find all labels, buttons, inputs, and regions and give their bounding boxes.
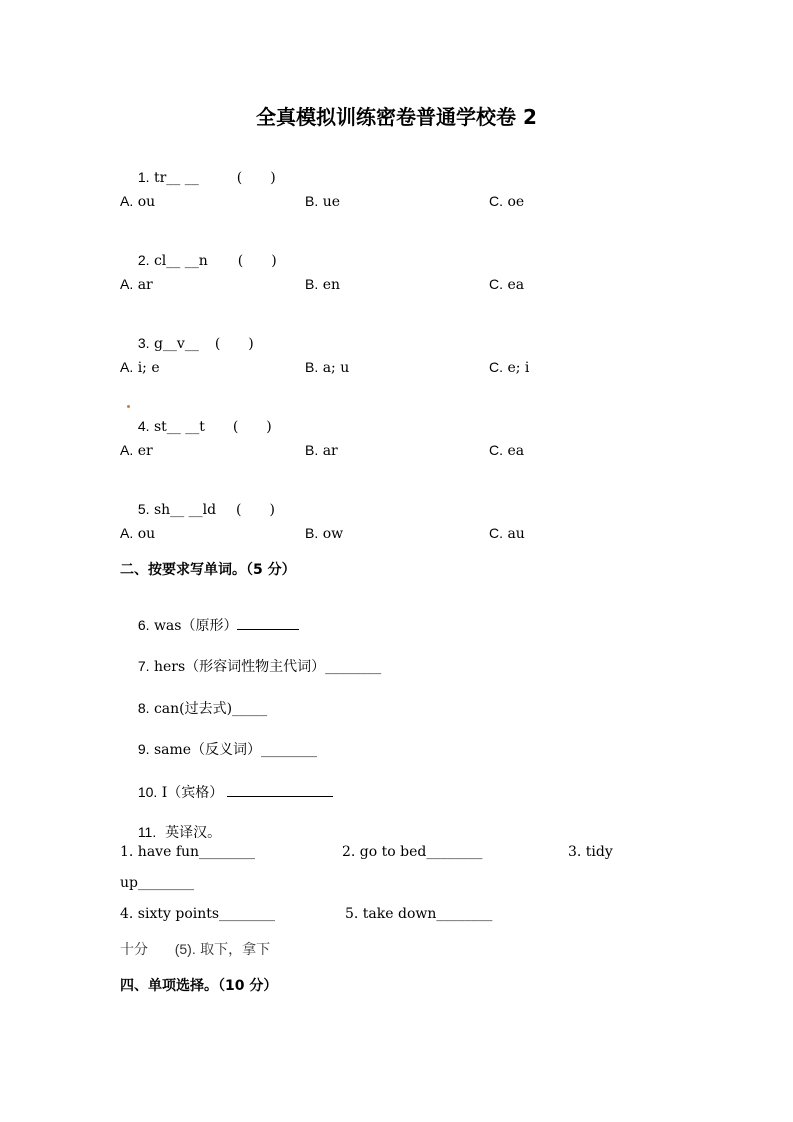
- word-item-9: 9. same（反义词）________: [137, 741, 318, 758]
- option-b: B. ow: [305, 525, 344, 542]
- word-item-10: 10. I（宾格）: [120, 764, 333, 820]
- word-item-7: 7. hers（形容词性物主代词）________: [137, 658, 382, 675]
- translation-item-4: 4. sixty points________: [120, 906, 276, 922]
- translation-item-5: 5. take down________: [345, 906, 493, 922]
- answer-paren: ( ): [236, 170, 276, 186]
- answer-paren: ( ): [236, 502, 275, 518]
- question-number: 3.: [137, 335, 150, 351]
- option-c: C. e; i: [489, 359, 530, 376]
- option-b: B. ar: [305, 442, 338, 459]
- question-stem: sh__ __ld: [153, 502, 217, 518]
- option-b: B. en: [305, 276, 340, 293]
- question-stem: g__v__: [153, 336, 199, 352]
- question-stem: tr__ __: [153, 170, 199, 186]
- option-c: C. oe: [489, 193, 525, 210]
- option-c: C. ea: [489, 276, 525, 293]
- translation-instruction: 11. 英译汉。: [137, 824, 222, 841]
- question-stem: cl__ __n: [153, 253, 208, 269]
- translation-item-1: 1. have fun________: [120, 844, 256, 860]
- question-stem: st__ __t: [153, 419, 205, 435]
- option-a: A. ar: [120, 276, 153, 293]
- option-a: A. ou: [120, 193, 156, 210]
- answer-blank[interactable]: [237, 615, 299, 630]
- option-a: A. er: [120, 442, 153, 459]
- question-number: 1.: [137, 169, 150, 185]
- option-c: C. au: [489, 525, 525, 542]
- answer-paren: ( ): [237, 253, 277, 269]
- translation-item-3-cont: up________: [120, 875, 194, 891]
- answer-paren: ( ): [232, 419, 272, 435]
- answer-blank[interactable]: [227, 782, 333, 797]
- option-a: A. i; e: [120, 359, 160, 376]
- stray-note: 十分 (5). 取下，拿下: [120, 941, 271, 958]
- option-b: B. a; u: [305, 359, 350, 376]
- question-number: 5.: [137, 501, 150, 517]
- option-c: C. ea: [489, 442, 525, 459]
- option-a: A. ou: [120, 525, 156, 542]
- question-number: 2.: [137, 252, 150, 268]
- question-number: 4.: [137, 418, 150, 434]
- page-title: 全真模拟训练密卷普通学校卷 2: [256, 105, 537, 129]
- translation-item-2: 2. go to bed________: [342, 844, 483, 860]
- answer-paren: ( ): [214, 336, 254, 352]
- section-heading: 二、按要求写单词。（5 分）: [120, 562, 296, 578]
- section-heading: 四、单项选择。（10 分）: [120, 978, 278, 994]
- option-b: B. ue: [305, 193, 340, 210]
- translation-item-3: 3. tidy: [568, 844, 613, 860]
- word-item-8: 8. can(过去式)_____: [137, 700, 268, 717]
- word-item-6: 6. was（原形）: [120, 597, 299, 653]
